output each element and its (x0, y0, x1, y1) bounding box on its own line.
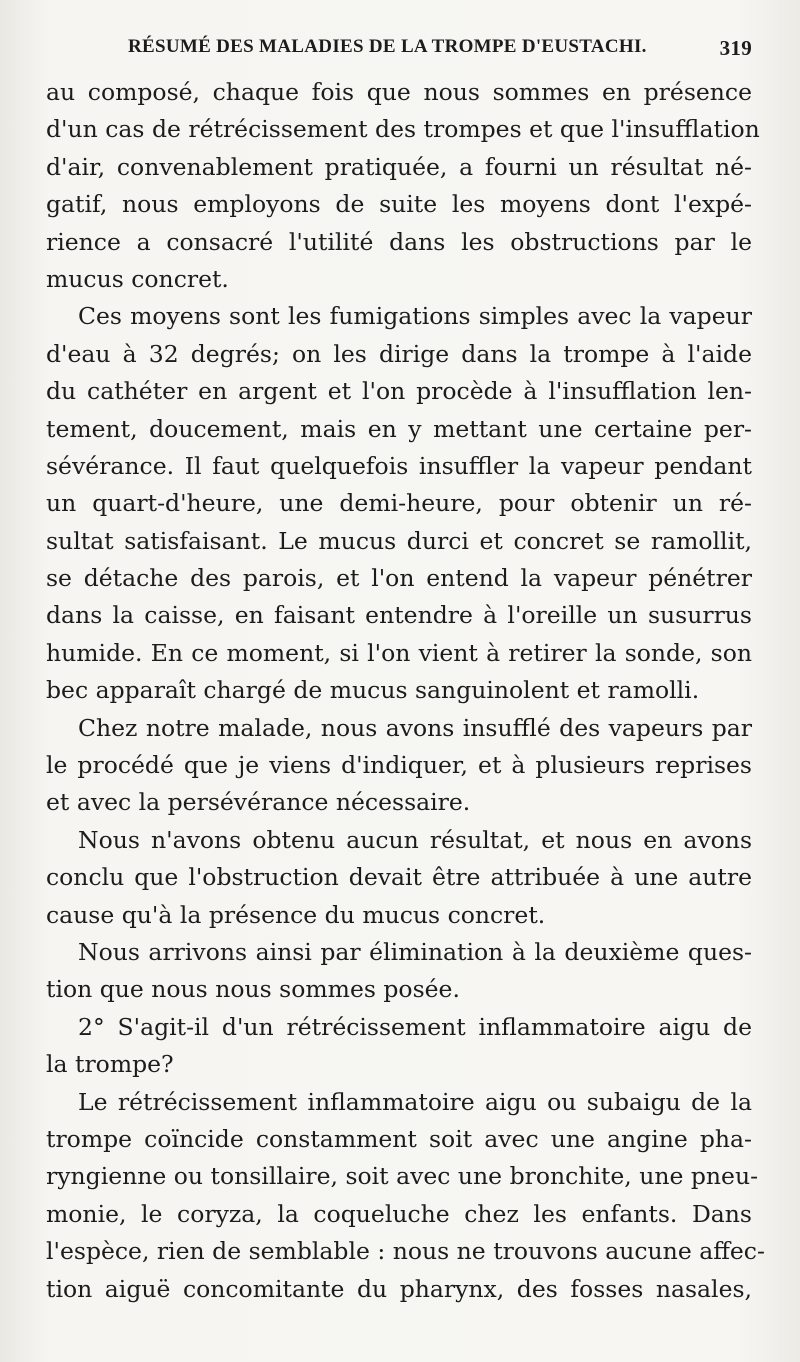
text-line: le procédé que je viens d'indiquer, et à plusieurs reprises (46, 751, 752, 780)
text-line: humide. En ce moment, si l'on vient à retirer la sonde, son (46, 638, 752, 667)
text-line: d'eau à 32 degrés; on les dirige dans la trompe à l'aide (46, 339, 752, 368)
text-line: du cathéter en argent et l'on procède à l'insufflation len- (46, 377, 752, 406)
text-line: rience a consacré l'utilité dans les obstructions par le (46, 227, 752, 256)
text-line: trompe coïncide constamment soit avec une angine pha- (46, 1124, 752, 1153)
running-head (46, 36, 752, 70)
text-line: sultat satisfaisant. Le mucus durci et concret se ramollit, (46, 526, 752, 555)
running-title: RÉSUMÉ DES MALADIES DE LA TROMPE D'EUSTACHI. (128, 36, 647, 57)
text-line: tion aiguë concomitante du pharynx, des fosses nasales, (46, 1274, 752, 1303)
text-line: conclu que l'obstruction devait être attribuée à une autre (46, 863, 752, 892)
text-line: Le rétrécissement inflammatoire aigu ou subaigu de la (78, 1087, 752, 1116)
text-line: Nous arrivons ainsi par élimination à la deuxième ques- (78, 937, 752, 966)
text-line: gatif, nous employons de suite les moyens dont l'expé- (46, 190, 752, 219)
text-line: d'air, convenablement pratiquée, a fourni un résultat né- (46, 152, 752, 181)
page-number: 319 (719, 36, 752, 60)
text-line: d'un cas de rétrécissement des trompes et que l'insufflation (46, 115, 760, 144)
text-line: tion que nous nous sommes posée. (46, 975, 460, 1004)
text-line: bec apparaît chargé de mucus sanguinolent et ramolli. (46, 676, 700, 705)
text-line: Ces moyens sont les fumigations simples avec la vapeur (78, 302, 752, 331)
text-line: au composé, chaque fois que nous sommes en présence (46, 78, 752, 106)
text-line: ryngienne ou tonsillaire, soit avec une bronchite, une pneu- (46, 1162, 759, 1191)
text-line: 2° S'agit-il d'un rétrécissement inflammatoire aigu de (78, 1012, 752, 1041)
text-line: tement, doucement, mais en y mettant une certaine per- (46, 414, 752, 443)
text-line: dans la caisse, en faisant entendre à l'oreille un susurrus (46, 601, 752, 630)
text-line: Chez notre malade, nous avons insufflé des vapeurs par (78, 713, 752, 742)
body-text (46, 74, 765, 1308)
text-line: l'espèce, rien de semblable : nous ne trouvons aucune affec- (46, 1237, 765, 1266)
text-line: un quart-d'heure, une demi-heure, pour obtenir un ré- (46, 489, 752, 518)
text-line: sévérance. Il faut quelquefois insuffler la vapeur pendant (46, 451, 752, 480)
text-line: et avec la persévérance nécessaire. (46, 788, 471, 817)
text-line: se détache des parois, et l'on entend la vapeur pénétrer (46, 564, 752, 593)
text-line: mucus concret. (46, 264, 229, 293)
text-line: Nous n'avons obtenu aucun résultat, et nous en avons (78, 825, 752, 854)
text-line: monie, le coryza, la coqueluche chez les enfants. Dans (46, 1199, 752, 1228)
text-line: la trompe? (46, 1050, 174, 1079)
text-line: cause qu'à la présence du mucus concret. (46, 900, 546, 929)
